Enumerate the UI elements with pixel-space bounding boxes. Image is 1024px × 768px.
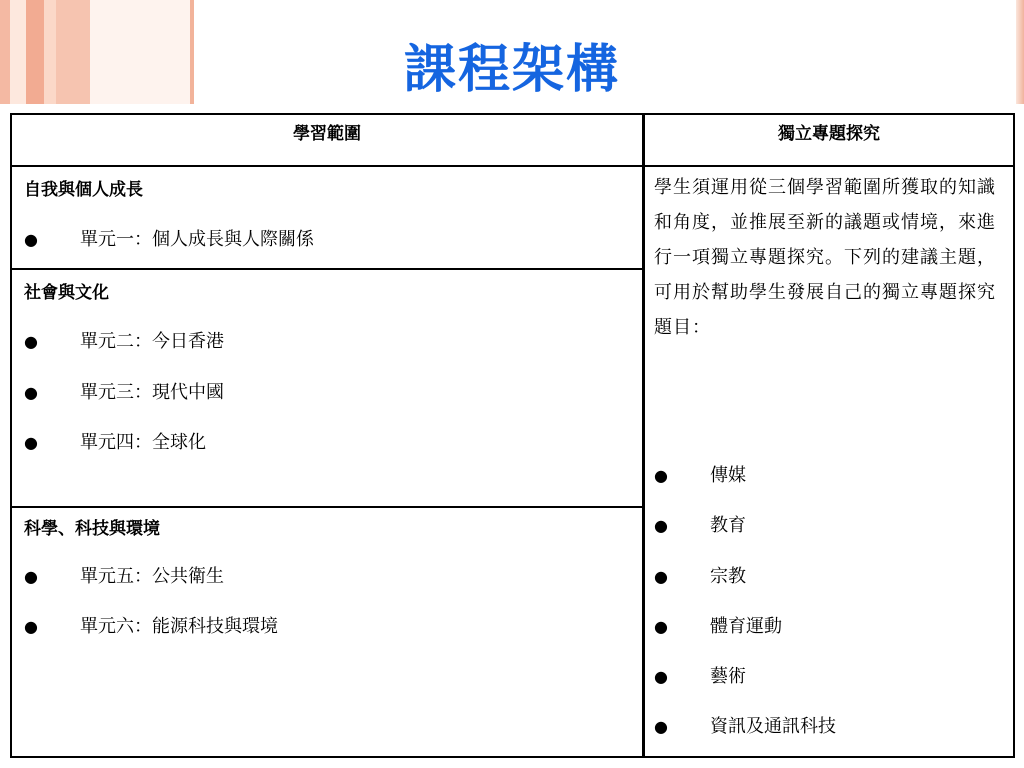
unit-label: 單元五：公共衛生 (80, 566, 224, 587)
unit-item (24, 428, 206, 454)
unit-label: 單元六：能源科技與環境 (80, 616, 278, 637)
bullet-icon: ● (654, 567, 668, 586)
header-independent-inquiry: 獨立專題探究 (778, 124, 880, 144)
area-title: 社會與文化 (24, 283, 109, 303)
bullet-icon: ● (654, 466, 668, 485)
unit-label: 單元三：現代中國 (80, 382, 224, 403)
area-title: 科學、科技與環境 (24, 519, 160, 539)
unit-label: 單元二：今日香港 (80, 331, 224, 352)
bullet-icon: ● (24, 332, 38, 351)
topic-label: 宗教 (710, 566, 746, 587)
topic-label: 傳媒 (710, 465, 746, 486)
unit-label: 單元一：個人成長與人際關係 (80, 229, 314, 250)
bullet-icon: ● (24, 617, 38, 636)
area-title: 自我與個人成長 (24, 180, 143, 200)
topic-label: 教育 (710, 515, 746, 536)
unit-item (24, 562, 224, 588)
inquiry-topic (654, 562, 746, 588)
slide-title: 課程架構 (403, 40, 620, 100)
bullet-icon: ● (24, 383, 38, 402)
inquiry-topic (654, 511, 746, 537)
topic-label: 藝術 (710, 666, 746, 687)
bullet-icon: ● (654, 717, 668, 736)
inquiry-topic (654, 662, 746, 688)
unit-label: 單元四：全球化 (80, 432, 206, 453)
inquiry-description: 學生須運用從三個學習範圍所獲取的知識和角度，並推展至新的議題或情境，來進行一項獨立專題探究。下列的建議主題，可用於幫助學生發展自己的獨立專題探究題目： (654, 177, 996, 338)
curriculum-table (10, 113, 1015, 758)
bullet-icon: ● (24, 230, 38, 249)
topic-label: 資訊及通訊科技 (710, 716, 836, 737)
inquiry-topic (654, 712, 836, 738)
inquiry-topic (654, 461, 746, 487)
topic-label: 體育運動 (710, 616, 782, 637)
inquiry-topic (654, 612, 782, 638)
bullet-icon: ● (654, 516, 668, 535)
unit-item (24, 225, 314, 251)
row-divider (12, 268, 642, 270)
header-learning-areas: 學習範圍 (293, 124, 361, 144)
unit-item (24, 327, 224, 353)
bullet-icon: ● (24, 567, 38, 586)
bullet-icon: ● (654, 617, 668, 636)
unit-item (24, 612, 278, 638)
bullet-icon: ● (24, 433, 38, 452)
row-divider (12, 506, 642, 508)
bullet-icon: ● (654, 667, 668, 686)
column-divider (642, 115, 645, 756)
unit-item (24, 378, 224, 404)
